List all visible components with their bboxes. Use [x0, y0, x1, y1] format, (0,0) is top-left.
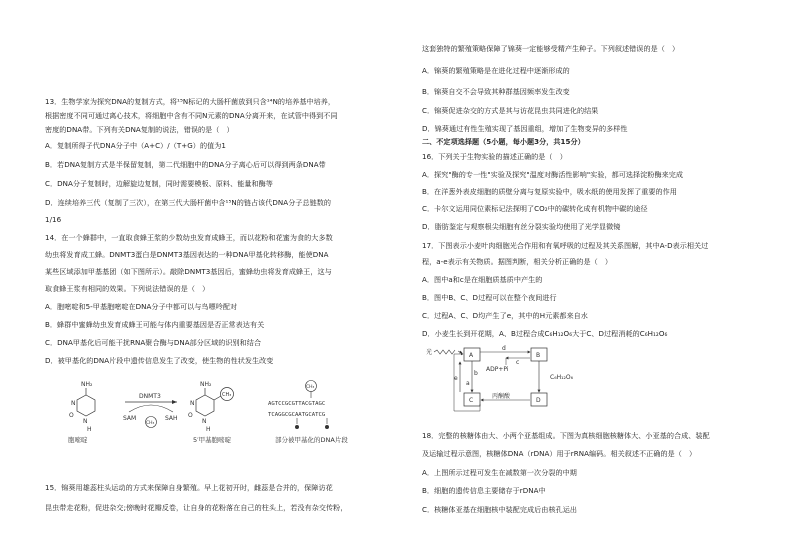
option-d: D．被甲基化的DNA片段中遗传信息发生了改变，使生物的性状发生改变: [45, 356, 274, 365]
svg-text:CH₃: CH₃: [306, 385, 315, 390]
section-heading: 二、不定项选择题（5小题，每小题3分，共15分）: [422, 137, 585, 146]
svg-text:TCAGGCGCAATGCATCG: TCAGGCGCAATGCATCG: [268, 412, 326, 418]
svg-text:N: N: [83, 418, 88, 425]
svg-text:d: d: [502, 345, 506, 352]
nh2-label: NH₂: [81, 381, 93, 388]
svg-text:ADP+Pi: ADP+Pi: [486, 366, 509, 373]
option-d: D．连续培养三代（复制了三次），在第三代大肠杆菌中含¹⁵N的链占该代DNA分子总链数的: [45, 198, 332, 207]
option-b: B．图中B、C、D过程可以在整个夜间进行: [422, 293, 557, 302]
option-a: A．复制所得子代DNA分子中（A+C）/（T+G）的值为1: [45, 141, 226, 150]
text-line: 某些区域添加甲基基团（如下图所示）。敲除DNMT3基因后，蜜蜂幼虫将发育成蜂王，这与: [45, 267, 332, 276]
svg-text:N: N: [190, 400, 195, 407]
svg-text:丙酮酸: 丙酮酸: [492, 393, 511, 400]
svg-text:N: N: [71, 400, 76, 407]
option-a: A．胞嘧啶和5-甲基胞嘧啶在DNA分子中都可以与鸟嘌呤配对: [45, 302, 238, 311]
text-line: 14．在一个蜂群中，一直取食蜂王浆的少数幼虫发育成蜂王，而以花粉和花蜜为食的大多数: [45, 233, 333, 242]
option-c: C．卡尔文运用同位素标记法探明了CO₂中的碳转化成有机物中碳的途径: [422, 204, 648, 213]
svg-text:N: N: [202, 418, 207, 425]
svg-text:AGTCCGCGTTACGTAGC: AGTCCGCGTTACGTAGC: [268, 401, 326, 407]
svg-text:H: H: [206, 426, 211, 433]
option-b: B．蜂群中蜜蜂幼虫发育成蜂王可能与体内重要基因是否正常表达有关: [45, 320, 265, 329]
text-line: 昆虫带走花粉，促进杂交;傍晚时花瓣反卷，让自身的花粉落在自己的柱头上，若没有杂交传粉，: [45, 503, 348, 512]
methylcytosine-label: 5′甲基胞嘧啶: [193, 436, 232, 444]
svg-text:O: O: [188, 412, 193, 419]
svg-text:NH₂: NH₂: [200, 381, 212, 388]
dnmt3-arrow: [123, 393, 178, 428]
cytosine-structure: [68, 381, 95, 444]
option-b: B．锦葵自交不会导致其种群基因频率发生改变: [422, 87, 570, 96]
option-b: B．细胞的遗传信息主要储存于rDNA中: [422, 486, 546, 495]
svg-text:A: A: [469, 352, 474, 359]
svg-text:b: b: [474, 370, 478, 377]
text-line: 18．完整的核糖体由大、小两个亚基组成。下图为真核细胞核糖体大、小亚基的合成、装配: [422, 431, 710, 440]
svg-text:DNMT3: DNMT3: [139, 393, 161, 400]
svg-text:O: O: [69, 412, 74, 419]
text-line: 16．下列关于生物实验的描述正确的是（ ）: [422, 152, 567, 161]
svg-text:B: B: [536, 352, 541, 359]
option-d: D．锦葵通过有性生殖实现了基因重组，增加了生物变异的多样性: [422, 124, 628, 133]
text-line: 13．生物学家为探究DNA的复制方式，将¹⁵N标记的大肠杆菌放到只含¹⁴N的培养基中培养，: [45, 97, 336, 106]
text-line: 17．下图表示小麦叶肉细胞光合作用和有氧呼吸的过程及其关系图解，其中A-D表示相关过: [422, 241, 709, 250]
svg-text:CH₃: CH₃: [222, 392, 232, 398]
text-line: 密度的DNA带。下列有关DNA复制的说法，错误的是（ ）: [45, 125, 234, 134]
cytosine-label: 胞嘧啶: [68, 436, 88, 444]
option-c: C．DNA甲基化后可能干扰RNA聚合酶与DNA部分区域的识别和结合: [45, 338, 262, 347]
svg-text:C: C: [469, 397, 474, 404]
svg-text:e: e: [454, 375, 458, 382]
option-d: D．脂肪鉴定与观察根尖细胞有丝分裂实验均使用了光学显微镜: [422, 222, 621, 231]
option-a: A．图中a和c是在细胞质基质中产生的: [422, 275, 543, 284]
option-b: B．若DNA复制方式是半保留复制，第二代细胞中的DNA分子离心后可以得到两条DNA带: [45, 160, 326, 169]
option-b: B．在洋葱外表皮细胞的质壁分离与复原实验中，吸水纸的使用发挥了重要的作用: [422, 187, 677, 196]
option-a: A．上图所示过程可发生在减数第一次分裂的中期: [422, 468, 577, 477]
text-line: 根据密度不同可通过离心技术，将细胞中含有不同N元素的DNA分离开来，在试管中得到不同: [45, 111, 338, 120]
svg-text:a: a: [466, 380, 470, 387]
svg-text:C₆H₁₂O₆: C₆H₁₂O₆: [550, 374, 574, 381]
svg-text:CH₃: CH₃: [146, 421, 155, 426]
svg-text:SAM: SAM: [123, 415, 137, 422]
text-line: 幼虫将发育成工蜂。DNMT3蛋白是DNMT3基因表达的一种DNA甲基化转移酶，能使DNA: [45, 250, 329, 259]
methylcytosine-structure: [188, 381, 234, 444]
option-a: A．锦葵的繁殖策略是在进化过程中逐渐形成的: [422, 66, 570, 75]
methylation-figure: [65, 378, 405, 448]
option-d: D．小麦生长到开花期，A、B过程合成C₆H₁₂O₆大于C、D过程消耗的C₆H₁₂O₆: [422, 329, 668, 338]
option-c: C．DNA分子复制时，边解旋边复制，同时需要模板、原料、能量和酶等: [45, 179, 273, 188]
svg-text:H: H: [87, 426, 92, 433]
text-line: 这套独特的繁殖策略保障了锦葵一定能够受精产生种子。下列叙述错误的是（ ）: [422, 44, 680, 53]
text-line: 及运输过程示意图，核糖体DNA（rDNA）用于rRNA编码。相关叙述不正确的是（ ）: [422, 449, 697, 458]
dna-fragment-label: 部分被甲基化的DNA片段: [275, 436, 348, 444]
svg-text:SAH: SAH: [165, 415, 178, 422]
svg-text:c: c: [516, 359, 520, 366]
light-label: 光: [426, 349, 433, 356]
option-a: A．探究"酶的专一性"实验及探究"温度对酶活性影响"实验，都可选择淀粉酶来完成: [422, 170, 684, 179]
svg-text:D: D: [536, 397, 541, 404]
text-line: 15．锦葵用雄蕊柱头运动的方式来保障自身繁殖。早上花初开时，雌蕊是合并的，保障访花: [45, 483, 333, 492]
text-line: 程，a-e表示有关物质。据图判断，相关分析正确的是（ ）: [422, 257, 613, 266]
process-diagram: [426, 345, 626, 417]
dna-fragment: [268, 381, 348, 445]
text-line: 1/16: [45, 215, 62, 224]
text-line: 取食蜂王浆有相同的效果。下列说法错误的是（ ）: [45, 284, 210, 293]
option-c: C．锦葵促进杂交的方式是其与访花昆虫共同进化的结果: [422, 106, 599, 115]
option-c: C．核糖体亚基在细胞核中装配完成后由核孔运出: [422, 505, 578, 514]
option-c: C．过程A、C、D均产生了e，其中的H元素都来自水: [422, 311, 588, 320]
